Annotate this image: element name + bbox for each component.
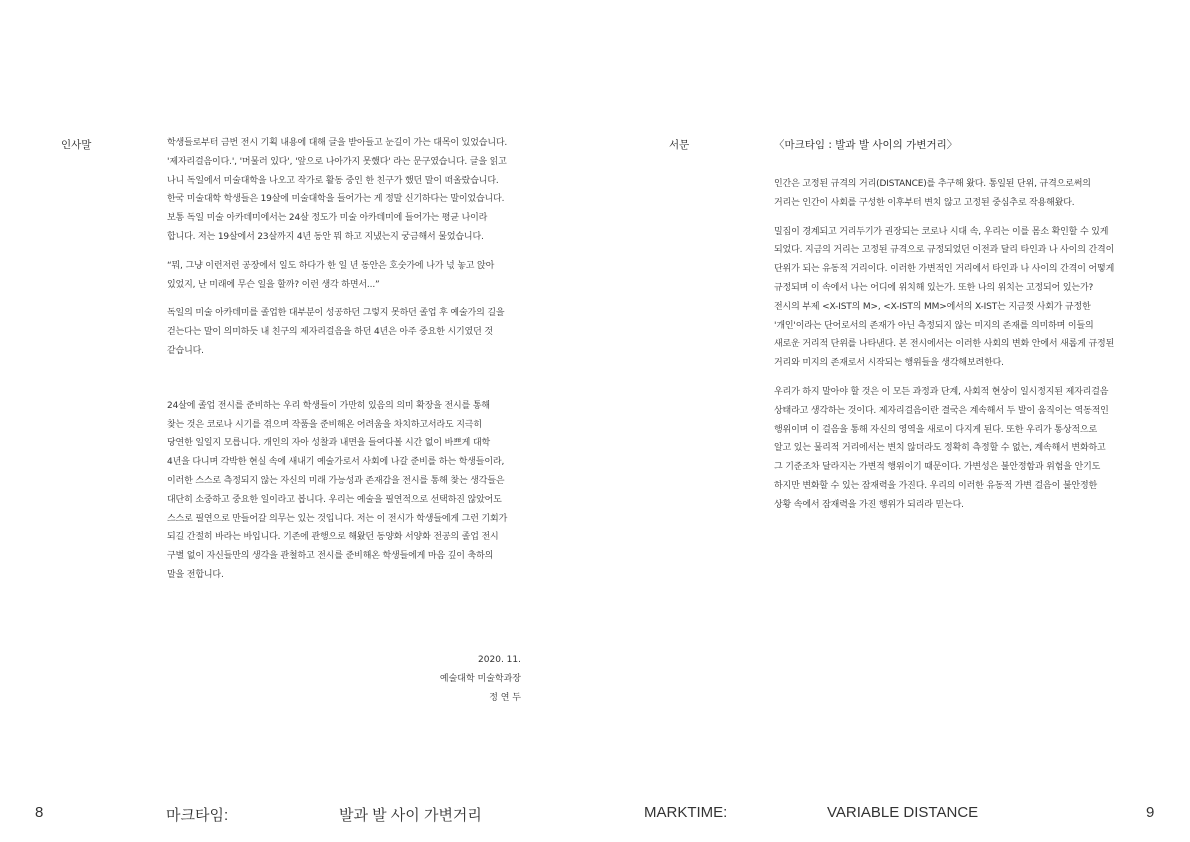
text-line: 전시의 부제 <X-IST의 M>, <X-IST의 MM>에서의 X-IST는 지금껏 사회가 규정한 — [774, 301, 1091, 312]
text-line: 상태라고 생각하는 것이다. 제자리걸음이란 결국은 계속해서 두 발이 움직이는 역동적인 — [774, 405, 1109, 416]
text-line: 한국 미술대학 학생들은 19살에 미술대학을 들어가는 게 정말 신기하다는 말이었습니다. — [167, 194, 505, 205]
text-line: 되길 간절히 바라는 바입니다. 기존에 관행으로 해왔던 동양화 서양화 전공의 졸업 전시 — [167, 532, 499, 543]
text-line: 규정되며 이 속에서 나는 어디에 위치해 있는가. 또한 나의 위치는 고정되어 있는가? — [774, 282, 1094, 293]
paragraph — [167, 304, 527, 360]
text-line: 구별 없이 자신들만의 생각을 관철하고 전시를 준비해온 학생들에게 마음 깊이 축하의 — [167, 551, 494, 562]
signature-block — [360, 651, 521, 708]
section-label-greeting: 인사말 — [61, 139, 92, 151]
text-line: 그 기준조차 달라지는 가변적 행위이기 때문이다. 가변성은 불안정함과 위험을 안기도 — [774, 462, 1101, 473]
text-line: 있었지, 난 미래에 무슨 일을 할까? 이런 생각 하면서...” — [167, 279, 380, 290]
text-line: 거리는 인간이 사회를 구성한 이후부터 변치 않고 고정된 중심추로 작용해왔다. — [774, 197, 1075, 208]
greeting-body — [167, 134, 527, 585]
text-line: 학생들로부터 금번 전시 기획 내용에 대해 글을 받아들고 눈길이 가는 대목이 있었습니다. — [167, 138, 508, 148]
text-line: 4년을 다니며 각박한 현실 속에 새내기 예술가로서 사회에 나갈 준비를 하는 학생들이라, — [167, 457, 505, 468]
paragraph — [774, 383, 1144, 515]
paragraph — [167, 134, 527, 247]
text-line: 말을 전합니다. — [167, 569, 224, 580]
text-line: 되었다. 지금의 거리는 고정된 규격으로 규정되었던 이전과 달리 타인과 나 사이의 간격이 — [774, 245, 1115, 256]
signature-name: 정 연 두 — [489, 693, 521, 703]
paragraph — [774, 175, 1144, 213]
text-line: 같습니다. — [167, 345, 204, 356]
paragraph — [774, 223, 1144, 373]
footer-title-ko-a: 마크타임: — [166, 807, 229, 824]
section-label-preface: 서문 — [669, 139, 690, 151]
text-line: 상황 속에서 잠재력을 가진 행위가 되리라 믿는다. — [774, 499, 964, 510]
quote-paragraph — [167, 257, 527, 295]
text-line: '제자리걸음이다.', '머물러 있다', '앞으로 나아가지 못했다' 라는 문구였습니다. 글을 읽고 — [167, 156, 507, 167]
text-line: 합니다. 저는 19살에서 23살까지 4년 동안 뭐 하고 지냈는지 궁금해서 물었습니다. — [167, 231, 484, 242]
preface-body — [774, 175, 1144, 515]
page-number-right: 9 — [1146, 804, 1155, 821]
text-line: 하지만 변화할 수 있는 잠재력을 가진다. 우리의 이러한 유동적 가변 걸음이 불안정한 — [774, 480, 1098, 491]
text-line: 우리가 하지 말아야 할 것은 이 모든 과정과 단계, 사회적 현상이 일시정지된 제자리걸음 — [774, 386, 1109, 397]
text-line: 이러한 스스로 측정되지 않는 자신의 미래 가능성과 존재감을 전시를 통해 찾는 생각들은 — [167, 475, 505, 486]
footer-title-en-a: MARKTIME: — [644, 804, 728, 821]
text-line: 걷는다는 말이 의미하듯 내 친구의 제자리걸음을 하던 4년은 아주 중요한 시기였던 것 — [167, 327, 493, 338]
text-line: 대단히 소중하고 중요한 일이라고 봅니다. 우리는 예술을 필연적으로 선택하진 않았어도 — [167, 494, 502, 505]
footer-title-ko-b: 발과 발 사이 가변거리 — [339, 807, 482, 824]
text-line: 독일의 미술 아카데미를 졸업한 대부분이 성공하던 그렇지 못하던 졸업 후 예술가의 길을 — [167, 308, 505, 319]
text-line: 단위가 되는 유동적 거리이다. 이러한 가변적인 거리에서 타인과 나 사이의 간격이 어떻게 — [774, 264, 1115, 275]
text-line: 인간은 고정된 규격의 거리(DISTANCE)를 추구해 왔다. 통일된 단위, 규격으로써의 — [774, 179, 1091, 189]
footer-title-en-b: VARIABLE DISTANCE — [827, 804, 979, 821]
text-line: 알고 있는 물리적 거리에서는 변치 않더라도 정확히 측정할 수 없는, 계속해서 변화하고 — [774, 443, 1106, 454]
paragraph — [167, 397, 527, 585]
text-line: 스스로 필연으로 만들어갈 의무는 있는 것입니다. 저는 이 전시가 학생들에게 그런 기회가 — [167, 513, 508, 524]
signature-date: 2020. 11. — [478, 655, 521, 665]
text-line: 24살에 졸업 전시를 준비하는 우리 학생들이 가만히 있음의 의미 확장을 전시를 통해 — [167, 400, 490, 411]
text-line: 거리와 미지의 존재로서 시작되는 행위들을 생각해보려한다. — [774, 358, 1004, 369]
text-line: 밀집이 경계되고 거리두기가 권장되는 코로나 시대 속, 우리는 이를 몸소 확인할 수 있게 — [774, 226, 1109, 237]
text-line: '개인'이라는 단어로서의 존재가 아닌 측정되지 않는 미지의 존재를 의미하며 이들의 — [774, 320, 1094, 331]
text-line: 새로운 거리적 단위를 나타낸다. 본 전시에서는 이러한 사회의 변화 안에서 새롭게 규정된 — [774, 339, 1115, 350]
preface-title: 〈마크타임 : 발과 발 사이의 가변거리〉 — [774, 139, 958, 151]
text-line: 보통 독일 미술 아카데미에서는 24살 정도가 미술 아카데미에 들어가는 평균 나이라 — [167, 213, 488, 224]
text-line: 찾는 것은 코로나 시기를 겪으며 작품을 준비해온 어려움을 차치하고서라도 지극히 — [167, 419, 482, 430]
text-line: 당연한 일일지 모릅니다. 개인의 자아 성찰과 내면을 들여다볼 시간 없이 바쁘게 대학 — [167, 438, 491, 449]
signature-org: 예술대학 미술학과장 — [439, 674, 521, 684]
text-line: “뭐, 그냥 이런저런 공장에서 일도 하다가 한 일 년 동안은 호숫가에 나가 넋 놓고 앉아 — [167, 260, 495, 271]
page-number-left: 8 — [35, 804, 44, 821]
text-line: 행위이며 이 걸음을 통해 자신의 영역을 새로이 다지게 된다. 또한 우리가 통상적으로 — [774, 424, 1098, 435]
text-line: 나니 독일에서 미술대학을 나오고 작가로 활동 중인 한 친구가 했던 말이 떠올랐습니다. — [167, 175, 499, 186]
